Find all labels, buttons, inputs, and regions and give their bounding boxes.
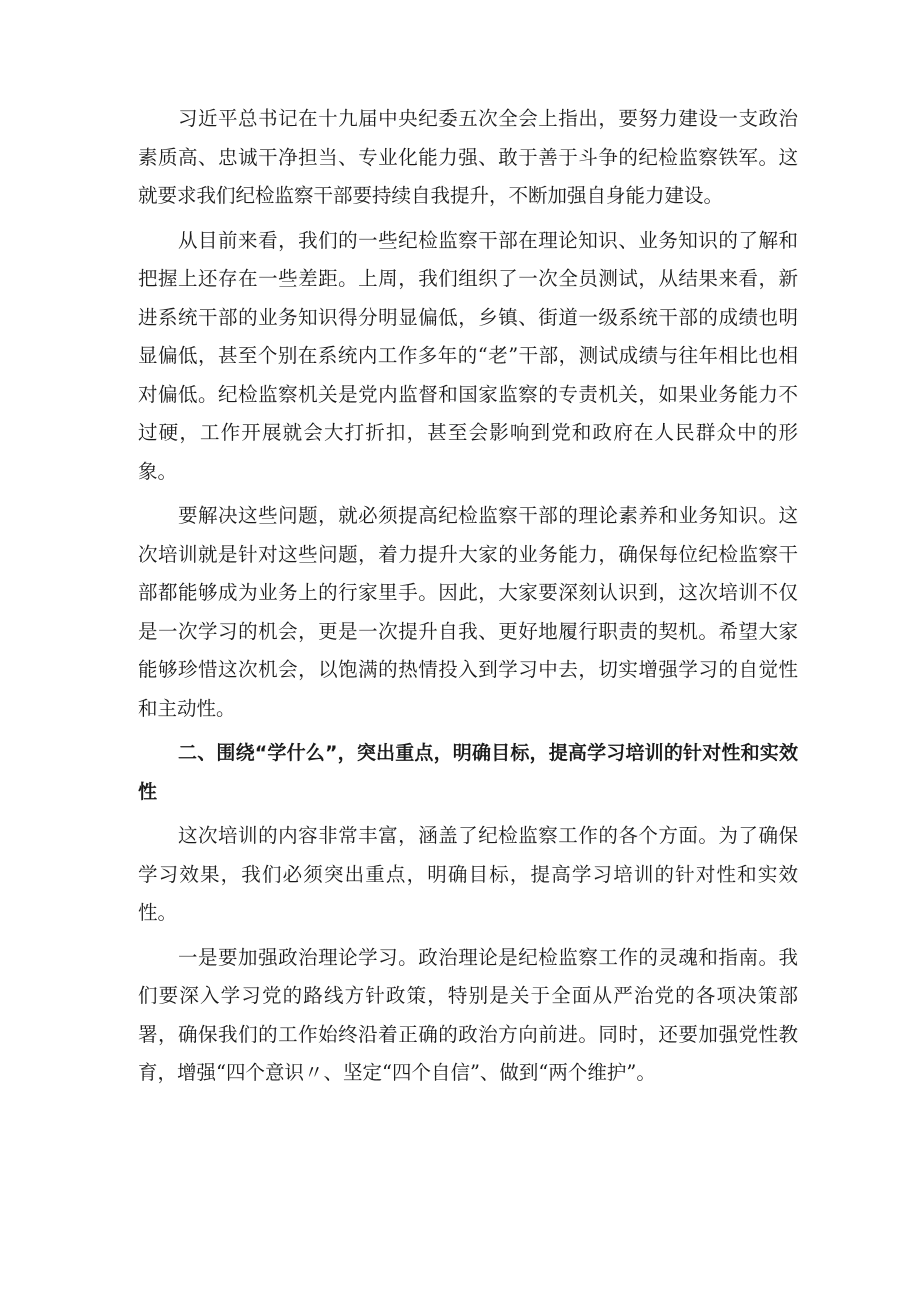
paragraph-training-content: 这次培训的内容非常丰富，涵盖了纪检监察工作的各个方面。为了确保学习效果，我们必须突出重点，明确目标，提高学习培训的针对性和实效性。 — [138, 824, 798, 924]
paragraph-intro: 习近平总书记在十九届中央纪委五次全会上指出，要努力建设一支政治素质高、忠诚干净担当、专业化能力强、敢于善于斗争的纪检监察铁军。这就要求我们纪检监察干部要持续自我提升，不断加强自身能力建设。 — [138, 107, 798, 207]
paragraph-current-situation: 从目前来看，我们的一些纪检监察干部在理论知识、业务知识的了解和把握上还存在一些差距。上周，我们组织了一次全员测试，从结果来看，新进系统干部的业务知识得分明显偏低，乡镇、街道一级系统干部的成绩也明显偏低，甚至个别在系统内工作多年的“老”干部，测试成绩与往年相比也相对偏低。纪检监察机关是党内监督和国家监察的专责机关，如果业务能力不过硬，工作开展就会大打折扣，甚至会影响到党和政府在人民群众中的形象。 — [138, 228, 798, 483]
paragraph-training-purpose: 要解决这些问题，就必须提高纪检监察干部的理论素养和业务知识。这次培训就是针对这些问题，着力提升大家的业务能力，确保每位纪检监察干部都能够成为业务上的行家里手。因此，大家要深刻认识到，这次培训不仅是一次学习的机会，更是一次提升自我、更好地履行职责的契机。希望大家能够珍惜这次机会，以饱满的热情投入到学习中去，切实增强学习的自觉性和主动性。 — [138, 504, 798, 720]
paragraph-political-theory: 一是要加强政治理论学习。政治理论是纪检监察工作的灵魂和指南。我们要深入学习党的路线方针政策，特别是关于全面从严治党的各项决策部署，确保我们的工作始终沿着正确的政治方向前进。同时，还要加强党性教育，增强“四个意识〃、坚定“四个自信”、做到“两个维护”。 — [138, 945, 798, 1084]
section-heading-what-to-learn: 二、围绕“学什么”，突出重点，明确目标，提高学习培训的针对性和实效性 — [138, 742, 798, 803]
document-body — [138, 100, 798, 1093]
